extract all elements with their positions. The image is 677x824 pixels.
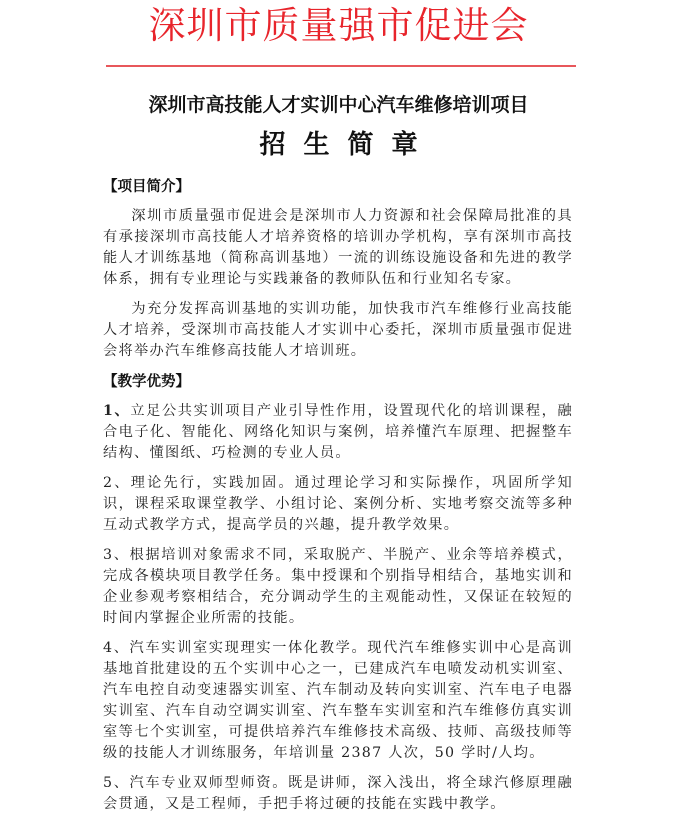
- list-item: [103, 473, 573, 536]
- list-item: [103, 773, 573, 815]
- item-text: 根据培训对象需求不同，采取脱产、半脱产、业余等培养模式，完成各模块项目教学任务。集中授课和个别指导相结合，基地实训和企业参观考察相结合，充分调动学生的主观能动性，又保证在较短的时间内掌握企业所需的技能。: [103, 547, 573, 626]
- list-item: [103, 401, 573, 464]
- item-number: 5、: [103, 775, 130, 791]
- section-project-intro: [103, 176, 573, 362]
- item-number: 4、: [103, 640, 130, 656]
- item-number: 1、: [103, 403, 131, 419]
- list-item: [103, 545, 573, 629]
- item-text: 立足公共实训项目产业引导性作用，设置现代化的培训课程，融合电子化、智能化、网络化知识与案例，培养懂汽车原理、把握整车结构、懂图纸、巧检测的专业人员。: [103, 403, 573, 461]
- paragraph: 为充分发挥高训基地的实训功能，加快我市汽车维修行业高技能人才培养，受深圳市高技能人才实训中心委托，深圳市质量强市促进会将举办汽车维修高技能人才培训班。: [103, 301, 573, 359]
- document-body: [103, 176, 573, 824]
- item-number: 3、: [103, 547, 130, 563]
- item-number: 2、: [103, 475, 131, 491]
- section-teaching-advantages: [103, 371, 573, 815]
- section-heading: 【教学优势】: [103, 373, 190, 390]
- item-text: 汽车专业双师型师资。既是讲师，深入浅出，将全球汽修原理融会贯通，又是工程师，手把手将过硬的技能在实践中教学。: [103, 775, 573, 812]
- item-text: 汽车实训室实现理实一体化教学。现代汽车维修实训中心是高训基地首批建设的五个实训中心之一，已建成汽车电喷发动机实训室、汽车电控自动变速器实训室、汽车制动及转向实训室、汽车电子电器实训室、汽车自动空调实训室、汽车整车实训室和汽车维修仿真实训室等七个实训室，可提供培养汽车维修技术高级、技师、高级技师等级的技能人才训练服务，年培训量 2387 人次，50 学时/人均。: [103, 640, 573, 761]
- document-title: 招生简章: [259, 130, 436, 160]
- header-divider: [106, 65, 576, 67]
- organization-title: 深圳市质量强市促进会: [148, 4, 529, 47]
- section-heading: 【项目简介】: [103, 178, 190, 195]
- paragraph: 深圳市质量强市促进会是深圳市人力资源和社会保障局批准的具有承接深圳市高技能人才培养资格的培训办学机构，享有深圳市高技能人才训练基地（简称高训基地）一流的训练设施设备和先进的教学体系，拥有专业理论与实践兼备的教师队伍和行业知名专家。: [103, 208, 573, 287]
- document-subtitle: 深圳市高技能人才实训中心汽车维修培训项目: [148, 94, 529, 116]
- item-text: 理论先行，实践加固。通过理论学习和实际操作，巩固所学知识，课程采取课堂教学、小组讨论、案例分析、实地考察交流等多种互动式教学方式，提高学员的兴趣，提升教学效果。: [103, 475, 573, 533]
- list-item: [103, 638, 573, 764]
